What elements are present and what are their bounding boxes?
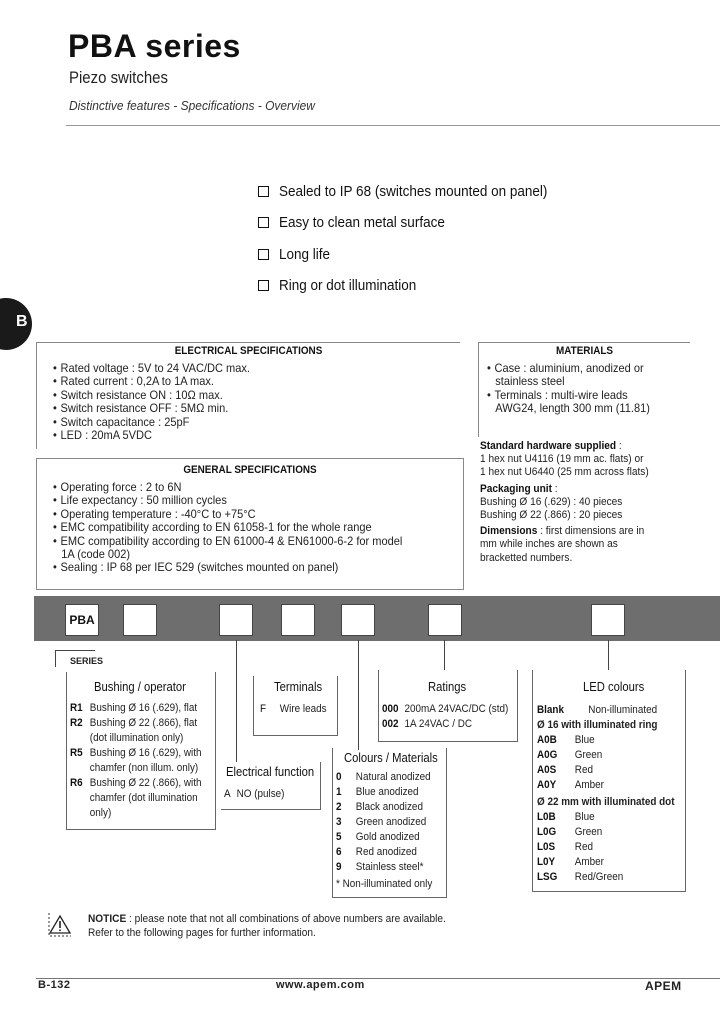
led-dot-heading: Ø 22 mm with illuminated dot (537, 796, 675, 808)
brand-logo: APEM (645, 979, 682, 993)
led-option: A0S Red (537, 764, 593, 776)
materials-box (478, 342, 690, 437)
connector-line (608, 640, 609, 670)
packaging-line: Bushing Ø 16 (.629) : 40 pieces (480, 495, 623, 508)
ratings-option: 002 1A 24VAC / DC (382, 718, 472, 730)
ratings-options (382, 702, 508, 732)
checkbox-icon (258, 217, 269, 228)
colour-option: 2 Black anodized (336, 801, 423, 813)
dimensions-line: mm while inches are shown as (480, 538, 618, 551)
section-tab-label: B (16, 313, 28, 330)
checkbox-icon (258, 186, 269, 197)
list-item: • Case : aluminium, anodized or (487, 362, 674, 375)
standard-hardware-line: 1 hex nut U4116 (19 mm ac. flats) or (480, 453, 644, 466)
standard-hardware-line: 1 hex nut U6440 (25 mm across flats) (480, 466, 649, 479)
feature-item: Ring or dot illumination (258, 270, 577, 301)
led-option: L0B Blue (537, 811, 595, 823)
ratings-option: 000 200mA 24VAC/DC (std) (382, 703, 509, 715)
led-option: L0Y Amber (537, 856, 604, 868)
packaging-line: Bushing Ø 22 (.866) : 20 pieces (480, 509, 623, 522)
list-item-continuation: 1A (code 002) (61, 547, 131, 562)
connector-line (444, 640, 445, 670)
bushing-code-box (123, 604, 157, 636)
series-code-box: PBA (65, 604, 99, 636)
header-divider (66, 125, 720, 126)
materials-list (487, 362, 690, 416)
terminals-heading: Terminals (274, 680, 323, 694)
connector-line (358, 640, 359, 750)
led-option: A0G Green (537, 749, 603, 761)
hardware-info: Standard hardware supplied : 1 hex nut U4116 (19 mm ac. flats) or 1 hex nut U6440 (25 mm across flats) Packaging unit : Bushing Ø 16 (.629) : 40 pieces Bushing Ø 22 (.866) : 20 pieces Dimensions : first dimensions are in mm while inches are shown as bracketted numbers. (480, 440, 680, 565)
list-item: • Switch capacitance : 25pF (53, 416, 427, 429)
electrical-specs-list (53, 362, 460, 442)
general-specs-heading: GENERAL SPECIFICATIONS (183, 464, 317, 476)
colour-option: 1 Blue anodized (336, 786, 419, 798)
page-title: PBA series (68, 28, 241, 64)
led-option: Blank Non-illuminated (537, 704, 658, 716)
led-option: LSG Red/Green (537, 871, 624, 883)
ratings-code-box (428, 604, 462, 636)
terminals-code-box (281, 604, 315, 636)
colour-option: 0 Natural anodized (336, 771, 431, 783)
bushing-option: R1 Bushing Ø 16 (.629), flat (70, 702, 198, 714)
feature-item: Sealed to IP 68 (switches mounted on panel) (258, 176, 577, 207)
list-item-continuation: stainless steel (495, 374, 565, 389)
led-ring-heading: Ø 16 with illuminated ring (537, 719, 658, 731)
feature-item: Long life (258, 239, 577, 270)
page-tagline: Distinctive features - Specifications - Overview (69, 98, 315, 113)
led-code-box (591, 604, 625, 636)
dimensions-line: bracketted numbers. (480, 551, 573, 564)
connector-line (55, 650, 95, 651)
bushing-option: R5 Bushing Ø 16 (.629), with (70, 747, 202, 759)
list-item: • Operating temperature : -40°C to +75°C (53, 508, 430, 521)
led-option: A0Y Amber (537, 779, 604, 791)
dimensions-label: Dimensions (480, 525, 538, 538)
notice-text: NOTICE : please note that not all combinations of above numbers are available. Refer to the following pages for further information. (88, 913, 446, 939)
website-link[interactable]: www.apem.com (276, 979, 365, 991)
checkbox-icon (258, 249, 269, 260)
connector-line (55, 650, 56, 667)
bushing-heading: Bushing / operator (94, 680, 186, 694)
electrical-specs-box (36, 342, 460, 449)
list-item: • Switch resistance ON : 10Ω max. (53, 389, 427, 402)
electrical-function-option: A NO (pulse) (224, 788, 285, 800)
list-item: • Rated current : 0,2A to 1A max. (53, 375, 427, 388)
list-item: • Life expectancy : 50 million cycles (53, 494, 430, 507)
standard-hardware-label: Standard hardware supplied (480, 440, 617, 452)
colour-option: 9 Stainless steel* (336, 861, 424, 873)
electrical-function-heading: Electrical function (226, 765, 315, 779)
list-item-continuation: AWG24, length 300 mm (11.81) (495, 401, 650, 416)
colours-code-box (341, 604, 375, 636)
colour-option: 5 Gold anodized (336, 831, 420, 843)
general-specs-list (53, 481, 463, 575)
colours-heading: Colours / Materials (344, 751, 438, 765)
colours-footnote: * Non-illuminated only (336, 878, 433, 890)
checkbox-icon (258, 280, 269, 291)
feature-item: Easy to clean metal surface (258, 207, 577, 238)
led-option: L0S Red (537, 841, 593, 853)
page-subtitle: Piezo switches (69, 68, 168, 87)
packaging-label: Packaging unit (480, 482, 552, 495)
page-number: B-132 (38, 979, 71, 991)
led-heading: LED colours (583, 680, 645, 694)
led-option: L0G Green (537, 826, 603, 838)
terminals-option: F Wire leads (260, 703, 327, 715)
colour-option: 6 Red anodized (336, 846, 417, 858)
led-option: A0B Blue (537, 734, 595, 746)
electrical-specs-heading: ELECTRICAL SPECIFICATIONS (174, 345, 323, 357)
list-item: • Terminals : multi-wire leads (487, 389, 674, 402)
materials-heading: MATERIALS (555, 345, 614, 357)
colour-option: 3 Green anodized (336, 816, 427, 828)
bushing-option: R6 Bushing Ø 22 (.866), with (70, 777, 202, 789)
list-item: • Sealing : IP 68 per IEC 529 (switches mounted on panel) (53, 561, 430, 574)
warning-icon (46, 911, 74, 939)
series-label: SERIES (70, 656, 104, 666)
electrical-function-code-box (219, 604, 253, 636)
bushing-options: R1 Bushing Ø 16 (.629), flat R2 Bushing Ø 22 (.866), flat (dot illumination only) R5 Bushing Ø 16 (.629), with chamfer (non illum. only) R6 Bushing Ø 22 (.866), with chamfer (dot illumination only) (70, 702, 202, 819)
list-item: • EMC compatibility according to EN 61058-1 for the whole range (53, 521, 430, 534)
list-item: • Rated voltage : 5V to 24 VAC/DC max. (53, 362, 427, 375)
ratings-heading: Ratings (428, 680, 467, 694)
list-item: • EMC compatibility according to EN 61000-4 & EN61000-6-2 for model (53, 535, 430, 548)
feature-list (258, 176, 577, 301)
colours-options (336, 770, 432, 892)
list-item: • Operating force : 2 to 6N (53, 481, 430, 494)
connector-line (236, 640, 237, 762)
bushing-option: R2 Bushing Ø 22 (.866), flat (70, 717, 198, 729)
notice-label: NOTICE (88, 913, 127, 925)
dimensions-line: : first dimensions are in (540, 525, 645, 538)
general-specs-box (36, 458, 464, 590)
list-item: • LED : 20mA 5VDC (53, 429, 427, 442)
list-item: • Switch resistance OFF : 5MΩ min. (53, 402, 427, 415)
footer-divider (36, 978, 720, 979)
led-options (537, 703, 675, 885)
